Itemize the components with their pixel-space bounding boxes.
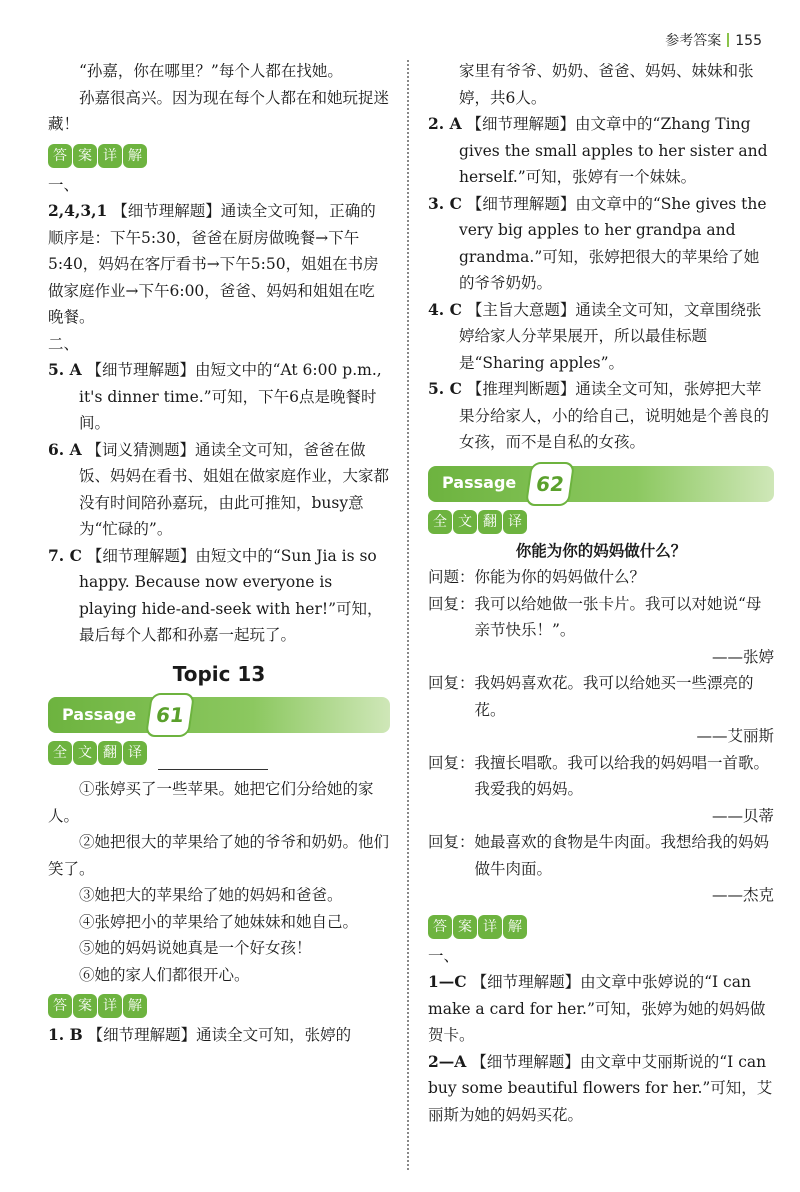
- full-translation-badge-2: 全 文 翻 译: [428, 510, 774, 534]
- translation-5: ⑤她的妈妈说她真是一个好女孩！: [79, 939, 312, 957]
- reply-1: 回复：我可以给她做一张卡片。我可以对她说“母亲节快乐！”。: [428, 594, 762, 639]
- part-one-label: 一、: [48, 175, 80, 194]
- page-header: [665, 30, 762, 50]
- answer-p62-2: 2—A 【细节理解题】由文章中艾丽斯说的“I can buy some beautiful flowers for her.”可知，艾丽斯为她的妈妈买花。: [428, 1051, 773, 1124]
- passage-label: Passage: [62, 704, 137, 724]
- translation-6: ⑥她的家人们都很开心。: [79, 965, 250, 984]
- full-translation-badge: 全 文 翻 译: [48, 741, 390, 765]
- answer-1: 2,4,3,1 【细节理解题】通读全文可知，正确的顺序是：下午5:30，爸爸在厨房做晚餐→下午5:40，妈妈在客厅看书→下午5:50，姐姐在书房做家庭作业→下午6:00，爸爸、妈妈和姐姐在吃晚餐。: [48, 201, 379, 326]
- signature-3: ——贝蒂: [711, 806, 774, 825]
- answer-explanation-badge-3: 答 案 详 解: [428, 915, 774, 939]
- header-separator: [727, 33, 729, 47]
- page-number: 155: [735, 33, 762, 49]
- answer-p61-5: 5. C 【推理判断题】通读全文可知，张婷把大苹果分给家人，小的给自己，说明她是个善良的女孩，而不是自私的女孩。: [428, 379, 770, 451]
- translation-1: ①张婷买了一些苹果。她把它们分给她的家人。: [48, 780, 374, 825]
- reply-2: 回复：我妈妈喜欢花。我可以给她买一些漂亮的花。: [428, 674, 754, 719]
- answer-6: 6. A 【词义猜测题】通读全文可知，爸爸在做饭、妈妈在看书、姐姐在做家庭作业，大家都没有时间陪孙嘉玩，由此可推知，busy意为“忙碌的”。: [48, 439, 390, 538]
- story-line-2: 孙嘉很高兴。因为现在每个人都在和她玩捉迷藏！: [48, 88, 390, 133]
- passage-label: Passage: [442, 473, 517, 493]
- left-column: [48, 58, 390, 1049]
- passage-banner-62: [428, 466, 774, 502]
- part-one-label-2: 一、: [428, 946, 460, 965]
- translation-3: ③她把大的苹果给了她的妈妈和爸爸。: [79, 886, 343, 904]
- answer-p61-2: 2. A 【细节理解题】由文章中的“Zhang Ting gives the small apples to her sister and herself.”可知，张婷有一个妹妹。: [428, 114, 768, 186]
- reply-3: 回复：我擅长唱歌。我可以给我的妈妈唱一首歌。我爱我的妈妈。: [428, 753, 770, 798]
- answer-explanation-badge-2: 答 案 详 解: [48, 994, 390, 1018]
- part-two-label: 二、: [48, 334, 80, 353]
- topic-title: Topic 13: [172, 661, 266, 686]
- passage-banner-61: [48, 697, 390, 733]
- column-divider: [407, 60, 409, 1170]
- answer-p61-1: 1. B 【细节理解题】通读全文可知，张婷的: [48, 1025, 352, 1044]
- answer-5: 5. A 【细节理解题】由短文中的“At 6:00 p.m., it's dinner time.”可知，下午6点是晚餐时间。: [48, 360, 382, 432]
- passage-number: 61: [145, 693, 195, 737]
- signature-2: ——艾丽斯: [696, 727, 774, 745]
- section-label: 参考答案: [665, 33, 722, 49]
- story-line-1: “孙嘉，你在哪里？”每个人都在找她。: [79, 62, 343, 80]
- answer-p61-3: 3. C 【细节理解题】由文章中的“She gives the very big apples to her grandpa and grandma.”可知，张婷把很大的苹果给了她的爷爷奶奶。: [428, 193, 767, 292]
- answer-p62-1: 1—C 【细节理解题】由文章中张婷说的“I can make a card for her.”可知，张婷为她的妈妈做贺卡。: [428, 972, 766, 1044]
- signature-1: ——张婷: [711, 647, 774, 666]
- answer-p61-4: 4. C 【主旨大意题】通读全文可知，文章围绕张婷给家人分苹果展开，所以最佳标题是“Sharing apples”。: [428, 299, 762, 372]
- right-column: [428, 58, 774, 1128]
- reply-4: 回复：她最喜欢的食物是牛肉面。我想给我的妈妈做牛肉面。: [428, 833, 770, 878]
- translation-4: ④张婷把小的苹果给了她妹妹和她自己。: [79, 912, 359, 931]
- signature-4: ——杰克: [711, 886, 774, 904]
- answer-p61-1-cont: 家里有爷爷、奶奶、爸爸、妈妈、妹妹和张婷，共6人。: [459, 62, 754, 107]
- passage-number: 62: [525, 462, 575, 506]
- title-rule: [158, 769, 268, 770]
- answer-7: 7. C 【细节理解题】由短文中的“Sun Jia is so happy. Because now everyone is playing hide-and-seek with her!”可知，最后每个人都和孙嘉一起玩了。: [48, 545, 383, 644]
- translation-title: 你能为你的妈妈做什么？: [515, 540, 687, 560]
- question-line: 问题：你能为你的妈妈做什么？: [428, 568, 646, 586]
- translation-2: ②她把很大的苹果给了她的爷爷和奶奶。他们笑了。: [48, 833, 390, 878]
- answer-explanation-badge: 答 案 详 解: [48, 144, 390, 168]
